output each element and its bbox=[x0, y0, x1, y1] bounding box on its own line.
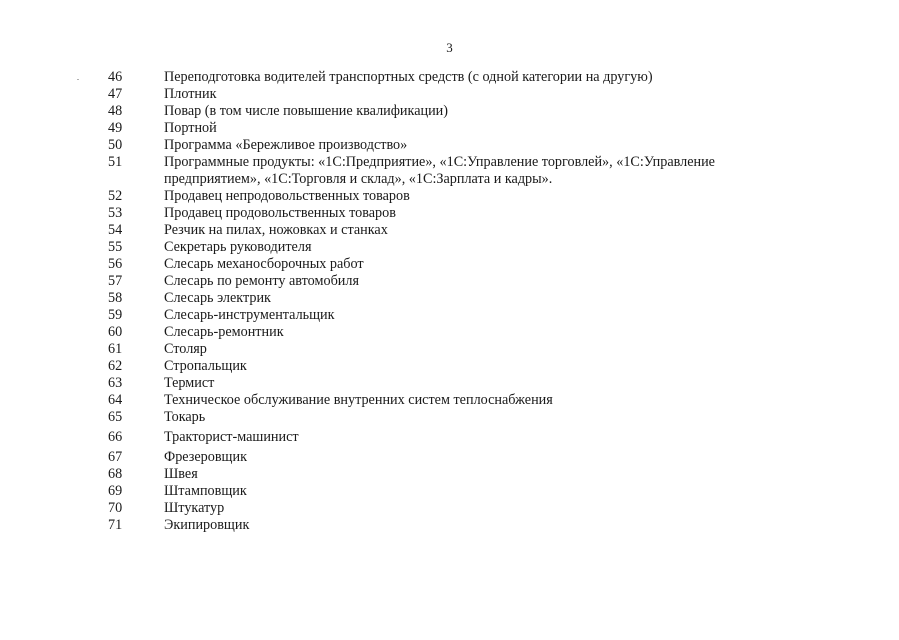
item-number: 52 bbox=[108, 188, 123, 204]
item-text: Токарь bbox=[164, 409, 206, 425]
item-text: Фрезеровщик bbox=[164, 449, 247, 465]
list-item bbox=[0, 449, 899, 466]
item-text: Резчик на пилах, ножовках и станках bbox=[164, 222, 388, 238]
item-text: Столяр bbox=[164, 341, 207, 357]
list-item bbox=[0, 273, 899, 290]
item-number: 66 bbox=[108, 429, 123, 445]
list-item bbox=[0, 358, 899, 375]
item-number: 59 bbox=[108, 307, 123, 323]
item-text: Экипировщик bbox=[164, 517, 250, 533]
list-item bbox=[0, 483, 899, 500]
item-number: 54 bbox=[108, 222, 123, 238]
list-item bbox=[0, 429, 899, 446]
item-number: 63 bbox=[108, 375, 123, 391]
item-text: Слесарь механосборочных работ bbox=[164, 256, 364, 272]
list-item bbox=[0, 392, 899, 409]
list-item bbox=[0, 256, 899, 273]
item-number: 70 bbox=[108, 500, 123, 516]
item-text: Плотник bbox=[164, 86, 217, 102]
item-number: 57 bbox=[108, 273, 123, 289]
item-text: Швея bbox=[164, 466, 198, 482]
item-number: 53 bbox=[108, 205, 123, 221]
item-number: 51 bbox=[108, 154, 123, 170]
list-item bbox=[0, 69, 899, 86]
item-text: Продавец продовольственных товаров bbox=[164, 205, 396, 221]
item-number: 62 bbox=[108, 358, 123, 374]
item-number: 68 bbox=[108, 466, 123, 482]
list-item bbox=[0, 239, 899, 256]
item-text: Портной bbox=[164, 120, 217, 136]
list-item bbox=[0, 205, 899, 222]
item-number: 48 bbox=[108, 103, 123, 119]
list-item bbox=[0, 409, 899, 426]
item-number: 50 bbox=[108, 137, 123, 153]
list-item bbox=[0, 324, 899, 341]
item-number: 71 bbox=[108, 517, 123, 533]
page-number: 3 bbox=[446, 40, 453, 55]
list-item bbox=[0, 290, 899, 307]
item-text: Техническое обслуживание внутренних систем теплоснабжения bbox=[164, 392, 553, 408]
list-item bbox=[0, 500, 899, 517]
list-item bbox=[0, 517, 899, 534]
list-item bbox=[0, 86, 899, 103]
item-number: 65 bbox=[108, 409, 123, 425]
item-number: 56 bbox=[108, 256, 123, 272]
item-number: 46 bbox=[108, 69, 123, 85]
list-item bbox=[0, 307, 899, 324]
list-item bbox=[0, 137, 899, 154]
item-text: Слесарь по ремонту автомобиля bbox=[164, 273, 359, 289]
list-item bbox=[0, 341, 899, 358]
item-number: 47 bbox=[108, 86, 123, 102]
item-number: 69 bbox=[108, 483, 123, 499]
list-item bbox=[0, 103, 899, 120]
item-text: Переподготовка водителей транспортных средств (с одной категории на другую) bbox=[164, 69, 653, 85]
item-number: 49 bbox=[108, 120, 123, 136]
item-text: Продавец непродовольственных товаров bbox=[164, 188, 410, 204]
item-number: 67 bbox=[108, 449, 123, 465]
item-text: Слесарь-ремонтник bbox=[164, 324, 284, 340]
item-text: Слесарь-инструментальщик bbox=[164, 307, 335, 323]
list-item bbox=[0, 154, 899, 188]
item-text: Программные продукты: «1С:Предприятие», «1С:Управление торговлей», «1С:Управление предприятием», «1С:Торговля и склад», «1С:Зарплата и кадры». bbox=[164, 154, 715, 187]
item-text: Слесарь электрик bbox=[164, 290, 271, 306]
item-text: Термист bbox=[164, 375, 215, 391]
item-text: Тракторист-машинист bbox=[164, 429, 299, 445]
item-text: Штамповщик bbox=[164, 483, 247, 499]
list-item bbox=[0, 188, 899, 205]
item-number: 60 bbox=[108, 324, 123, 340]
list-item bbox=[0, 375, 899, 392]
list-item bbox=[0, 120, 899, 137]
item-text: Секретарь руководителя bbox=[164, 239, 312, 255]
item-text: Стропальщик bbox=[164, 358, 247, 374]
item-number: 64 bbox=[108, 392, 123, 408]
item-text: Программа «Бережливое производство» bbox=[164, 137, 408, 153]
item-text: Штукатур bbox=[164, 500, 225, 516]
item-number: 61 bbox=[108, 341, 123, 357]
item-text: Повар (в том числе повышение квалификации) bbox=[164, 103, 448, 119]
list-item bbox=[0, 222, 899, 239]
list-item bbox=[0, 466, 899, 483]
item-number: 58 bbox=[108, 290, 123, 306]
profession-list bbox=[0, 69, 899, 534]
item-number: 55 bbox=[108, 239, 123, 255]
